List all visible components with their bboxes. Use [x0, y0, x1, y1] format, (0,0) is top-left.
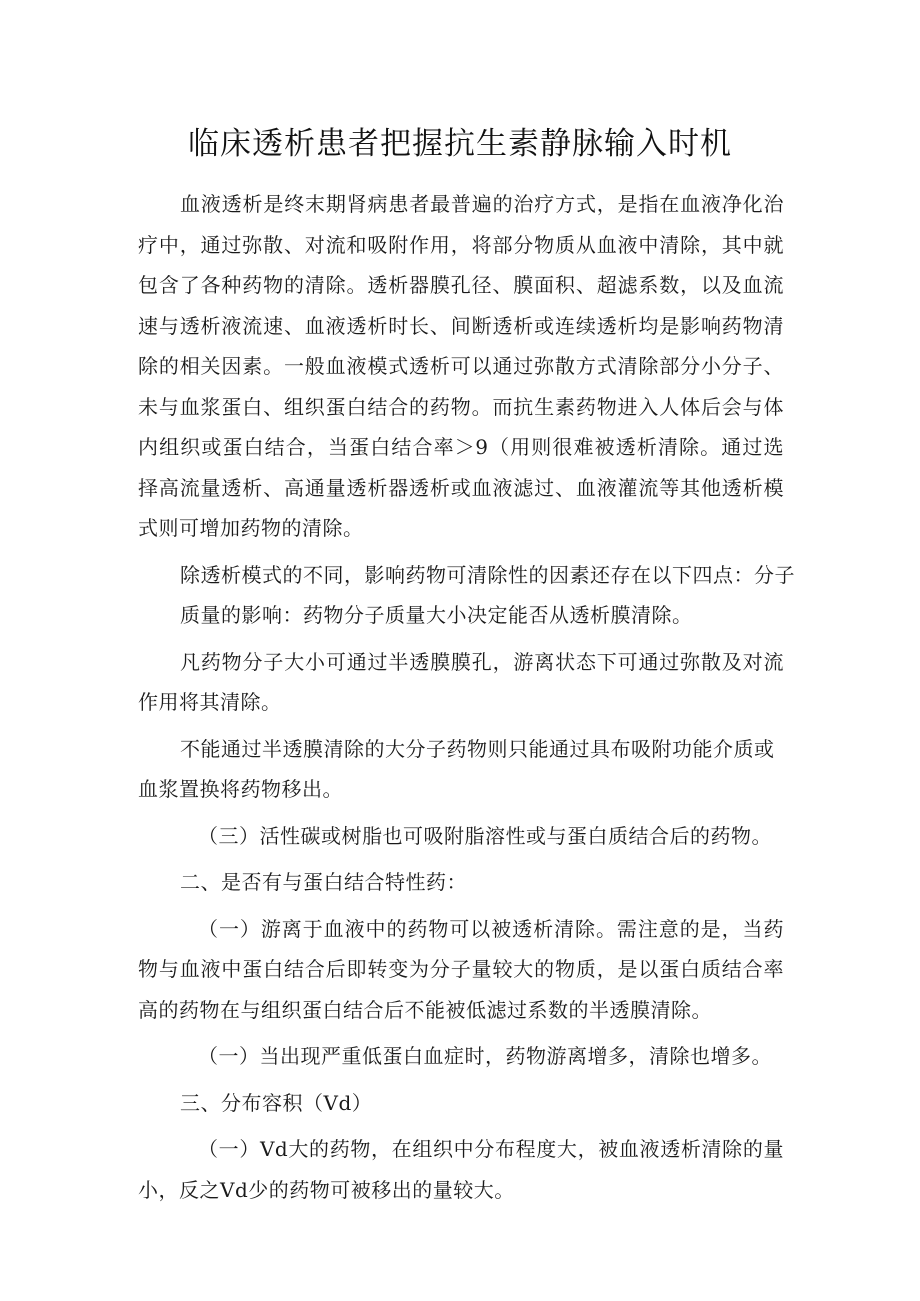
paragraph-activated-carbon: （三）活性碳或树脂也可吸附脂溶性或与蛋白质结合后的药物。 [198, 823, 772, 848]
paragraph-hypoalbuminemia: （一）当出现严重低蛋白血症时，药物游离增多，清除也增多。 [198, 1044, 772, 1068]
paragraph-plasma-exchange: 血浆置换将药物移出。 [138, 777, 343, 801]
section-heading-vd: 三、分布容积（Vd） [180, 1090, 373, 1115]
paragraph-factors-lead: 除透析模式的不同，影响药物可清除性的因素还存在以下四点：分子 [180, 562, 795, 587]
paragraph-vd-effect: （一）Vd大的药物，在组织中分布程度大，被血液透析清除的量小，反之Vd少的药物可被移出的量较大。 [138, 1137, 784, 1202]
paragraph-free-drug: （一）游离于血液中的药物可以被透析清除。需注意的是，当药物与血液中蛋白结合后即转变为分子量较大的物质，是以蛋白质结合率高的药物在与组织蛋白结合后不能被低滤过系数的半透膜清除。 [138, 916, 784, 1022]
document-body [138, 184, 795, 1210]
paragraph-semipermeable: 凡药物分子大小可通过半透膜膜孔，游离状态下可通过弥散及对流作用将其清除。 [138, 649, 784, 714]
section-heading-protein-binding: 二、是否有与蛋白结合特性药： [180, 870, 467, 894]
document-title: 临床透析患者把握抗生素静脉输入时机 [188, 126, 732, 162]
paragraph-molecular-weight: 质量的影响：药物分子质量大小决定能否从透析膜清除。 [180, 603, 693, 627]
paragraph-intro: 血液透析是终末期肾病患者最普遍的治疗方式，是指在血液净化治疗中，通过弥散、对流和吸附作用，将部分物质从血液中清除，其中就包含了各种药物的清除。透析器膜孔径、膜面积、超滤系数，以及血流速与透析液流速、血液透析时长、间断透析或连续透析均是影响药物清除的相关因素。一般血液模式透析可以通过弥散方式清除部分小分子、未与血浆蛋白、组织蛋白结合的药物。而抗生素药物进入人体后会与体内组织或蛋白结合，当蛋白结合率＞9（用则很难被透析清除。通过选择高流量透析、高通量透析器透析或血液滤过、血液灌流等其他透析模式则可增加药物的清除。 [138, 192, 784, 540]
paragraph-large-molecule: 不能通过半透膜清除的大分子药物则只能通过具布吸附功能介质或 [180, 736, 775, 761]
